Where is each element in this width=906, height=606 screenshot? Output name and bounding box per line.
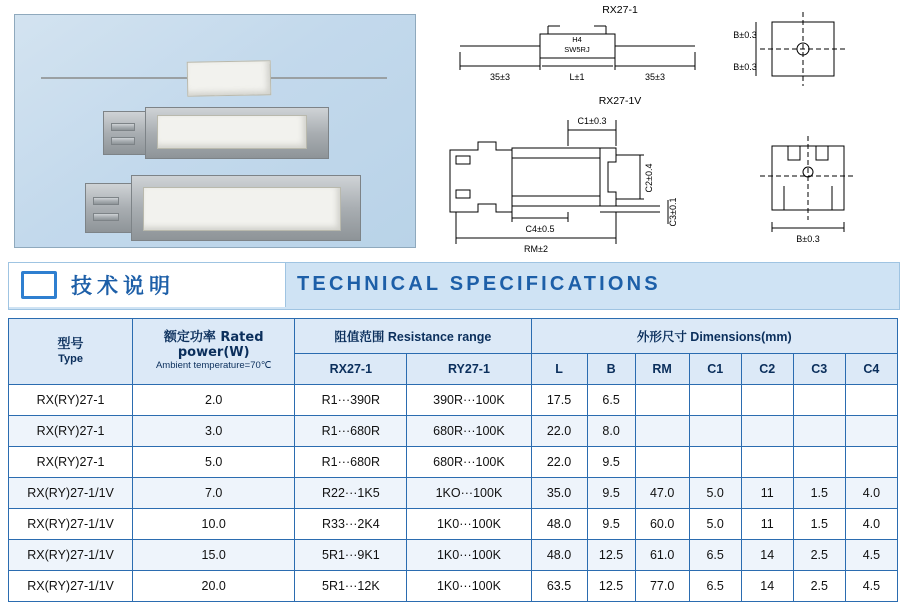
cell-power: 5.0 [133, 447, 295, 478]
dim-center-label: L±1 [569, 72, 585, 82]
cell-type: RX(RY)27-1 [9, 416, 133, 447]
cell-c2 [741, 447, 793, 478]
cell-c4: 4.0 [845, 478, 897, 509]
dim-c2-label: C2±0.4 [644, 163, 654, 193]
header-power-en: Ambient temperature=70℃ [155, 360, 272, 372]
cell-b: 12.5 [587, 571, 635, 602]
cell-c4 [845, 385, 897, 416]
cell-ry: 680R···100K [407, 447, 531, 478]
cell-rm [635, 385, 689, 416]
cell-type: RX(RY)27-1/1V [9, 478, 133, 509]
cell-ry: 1K0···100K [407, 571, 531, 602]
cell-rx: R1···680R [295, 447, 407, 478]
photo-clip-tab-3a [93, 197, 119, 205]
cell-rx: 5R1···12K [295, 571, 407, 602]
table-header-row-1 [9, 319, 898, 354]
cell-l: 35.0 [531, 478, 587, 509]
table-row [9, 540, 898, 571]
cell-rm [635, 416, 689, 447]
cell-ry: 1K0···100K [407, 540, 531, 571]
header-dim-c3: C3 [793, 354, 845, 385]
photo-clip-tab-2a [111, 123, 135, 131]
table-row [9, 447, 898, 478]
cell-power: 15.0 [133, 540, 295, 571]
technical-drawings-panel [420, 0, 906, 258]
header-dimensions: 外形尺寸 Dimensions(mm) [531, 319, 897, 354]
header-type-en: Type [58, 352, 83, 365]
header-type [9, 319, 133, 385]
table-row [9, 416, 898, 447]
cell-c3 [793, 416, 845, 447]
dim-c4-label: C4±0.5 [525, 224, 555, 234]
cell-l: 22.0 [531, 447, 587, 478]
cell-rx: R33···2K4 [295, 509, 407, 540]
table-row [9, 385, 898, 416]
cell-c4: 4.0 [845, 509, 897, 540]
cell-c1 [689, 447, 741, 478]
cell-c3: 2.5 [793, 571, 845, 602]
technical-specifications-banner [8, 262, 900, 310]
header-ry27-1: RY27-1 [407, 354, 531, 385]
cell-power: 10.0 [133, 509, 295, 540]
cell-ry: 680R···100K [407, 416, 531, 447]
table-row [9, 509, 898, 540]
banner-english-title: TECHNICAL SPECIFICATIONS [297, 273, 661, 295]
cell-c1: 6.5 [689, 540, 741, 571]
cell-type: RX(RY)27-1/1V [9, 509, 133, 540]
cell-c2 [741, 416, 793, 447]
drawing-title-bottom: RX27-1V [598, 95, 642, 107]
header-dim-c4: C4 [845, 354, 897, 385]
cell-l: 22.0 [531, 416, 587, 447]
cell-rm: 60.0 [635, 509, 689, 540]
cell-rm: 77.0 [635, 571, 689, 602]
cell-type: RX(RY)27-1 [9, 385, 133, 416]
cell-c3 [793, 447, 845, 478]
header-dim-c1: C1 [689, 354, 741, 385]
cell-c2: 11 [741, 478, 793, 509]
cell-b: 6.5 [587, 385, 635, 416]
dim-right-label: 35±3 [645, 72, 665, 82]
cell-c1: 6.5 [689, 571, 741, 602]
table-row [9, 478, 898, 509]
photo-lead-right-1 [267, 77, 387, 79]
cell-b: 9.5 [587, 478, 635, 509]
cell-c1 [689, 385, 741, 416]
cell-type: RX(RY)27-1/1V [9, 540, 133, 571]
cell-c3: 1.5 [793, 478, 845, 509]
header-dim-l: L [531, 354, 587, 385]
cell-rm: 61.0 [635, 540, 689, 571]
drawing-body-label-1: H4 [572, 35, 582, 44]
cell-ry: 390R···100K [407, 385, 531, 416]
cell-b: 12.5 [587, 540, 635, 571]
cell-l: 63.5 [531, 571, 587, 602]
cell-l: 48.0 [531, 540, 587, 571]
cell-c2: 11 [741, 509, 793, 540]
header-rx27-1: RX27-1 [295, 354, 407, 385]
table-body [9, 385, 898, 602]
cell-c2: 14 [741, 571, 793, 602]
top-illustration-area [0, 0, 906, 258]
specifications-table [8, 318, 898, 602]
cell-rm [635, 447, 689, 478]
cell-c2 [741, 385, 793, 416]
photo-resistor-body-2 [157, 115, 307, 149]
header-resistance-range: 阻值范围 Resistance range [295, 319, 531, 354]
cell-rx: R1···680R [295, 416, 407, 447]
photo-resistor-body-1 [187, 60, 272, 96]
cell-c3: 1.5 [793, 509, 845, 540]
cell-type: RX(RY)27-1/1V [9, 571, 133, 602]
cell-rx: R1···390R [295, 385, 407, 416]
header-dim-b: B [587, 354, 635, 385]
dim-rm-label: RM±2 [524, 244, 548, 254]
header-power [133, 319, 295, 385]
dim-b-bottom-label: B±0.3 [796, 234, 820, 244]
cell-c2: 14 [741, 540, 793, 571]
drawing-body-label-2: SW5RJ [564, 45, 590, 54]
product-photo-panel [14, 14, 416, 248]
cell-power: 3.0 [133, 416, 295, 447]
photo-lead-left-1 [41, 77, 191, 79]
cell-b: 9.5 [587, 447, 635, 478]
table-row [9, 571, 898, 602]
cell-power: 2.0 [133, 385, 295, 416]
header-type-cn: 型号 [57, 336, 84, 352]
cell-power: 7.0 [133, 478, 295, 509]
drawing-title-top: RX27-1 [602, 4, 638, 16]
cell-b: 8.0 [587, 416, 635, 447]
dim-b-top-1: B±0.3 [733, 30, 757, 40]
cell-l: 17.5 [531, 385, 587, 416]
cell-type: RX(RY)27-1 [9, 447, 133, 478]
cell-ry: 1KO···100K [407, 478, 531, 509]
cell-c1: 5.0 [689, 509, 741, 540]
dim-c1-label: C1±0.3 [577, 116, 607, 126]
banner-left-block [9, 263, 286, 307]
cell-c1: 5.0 [689, 478, 741, 509]
cell-power: 20.0 [133, 571, 295, 602]
cell-c4: 4.5 [845, 571, 897, 602]
cell-c4 [845, 447, 897, 478]
cell-rx: 5R1···9K1 [295, 540, 407, 571]
header-dim-rm: RM [635, 354, 689, 385]
cell-c1 [689, 416, 741, 447]
cell-c4: 4.5 [845, 540, 897, 571]
dim-b-top-2: B±0.3 [733, 62, 757, 72]
header-power-cn: 额定功率 Rated power(W) [163, 330, 264, 361]
photo-clip-tab-3b [93, 213, 119, 221]
banner-square-icon [21, 271, 57, 299]
cell-c4 [845, 416, 897, 447]
cell-l: 48.0 [531, 509, 587, 540]
cell-c3 [793, 385, 845, 416]
banner-chinese-title: 技术说明 [71, 274, 175, 298]
cell-b: 9.5 [587, 509, 635, 540]
photo-clip-tab-2b [111, 137, 135, 145]
drawings-svg [420, 0, 906, 258]
cell-c3: 2.5 [793, 540, 845, 571]
header-dim-c2: C2 [741, 354, 793, 385]
photo-resistor-body-3 [143, 187, 341, 231]
dim-left-label: 35±3 [490, 72, 510, 82]
cell-ry: 1K0···100K [407, 509, 531, 540]
dim-c3-label: C3±0.1 [668, 197, 678, 227]
cell-rm: 47.0 [635, 478, 689, 509]
cell-rx: R22···1K5 [295, 478, 407, 509]
